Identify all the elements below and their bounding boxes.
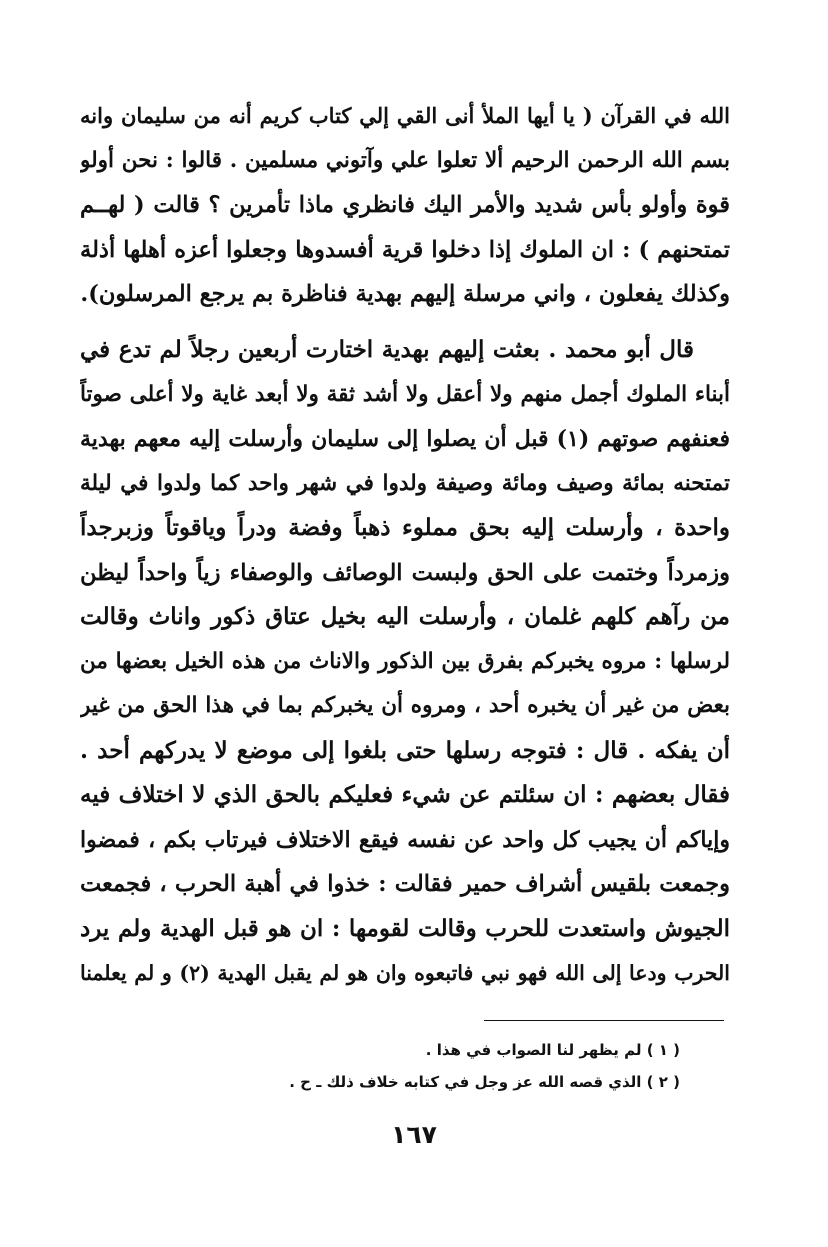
text-line: الله في القرآن ( يا أيها الملأ أنى القي إلي كتاب كريم أنه من سليمان وانه	[80, 103, 730, 128]
text-line: وجمعت بلقيس أشراف حمير فقالت : خذوا في أهبة الحرب ، فجمعت	[80, 871, 730, 897]
text-line: بعض من غير أن يخبره أحد ، ومروه أن يخبركم بما في هذا الحق من غير	[80, 693, 730, 718]
text-line: الحرب ودعا إلى الله فهو نبي فاتبعوه وان هو لم يقبل الهدية (٢) و لم يعلمنا	[80, 961, 730, 985]
text-line: أبناء الملوك أجمل منهم ولا أعقل ولا أشد ثقة ولا أبعد غاية ولا أعلى صوتاً	[80, 381, 730, 407]
page-number: ١٦٧	[391, 1120, 437, 1149]
text-line: من رآهم كلهم غلمان ، وأرسلت اليه بخيل عتاق ذكور واناث وقالت	[80, 603, 730, 630]
footnote-2: ( ٢ ) الذي قصه الله عز وجل في كتابه خلاف ذلك ـ ح .	[289, 1073, 680, 1091]
text-line: أن يفكه . قال : فتوجه رسلها حتى بلغوا إلى موضع لا يدركهم أحد .	[80, 736, 730, 764]
paragraph-1	[80, 94, 730, 317]
text-line: واحدة ، وأرسلت إليه بحق مملوء ذهباً وفضة ودراً وياقوتاً وزبرجداً	[80, 514, 730, 541]
text-line: فقال بعضهم : ان سئلتم عن شيء فعليكم بالحق الذي لا اختلاف فيه	[80, 781, 730, 808]
text-line: وزمرداً وختمت على الحق ولبست الوصائف والوصفاء زياً واحداً ليظن	[80, 559, 730, 586]
text-line: الجيوش واستعدت للحرب وقالت لقومها : ان هو قبل الهدية ولم يرد	[80, 914, 730, 942]
text-line: تمتحنهم ) : ان الملوك إذا دخلوا قرية أفسدوها وجعلوا أعزه أهلها أذلة	[80, 236, 730, 263]
text-line: وكذلك يفعلون ، واني مرسلة إليهم بهدية فناظرة بم يرجع المرسلون).	[80, 281, 730, 307]
footnote-separator	[484, 1020, 724, 1021]
text-line: قال أبو محمد . بعثت إليهم بهدية اختارت أربعين رجلاً لم تدع في	[80, 336, 694, 363]
text-line: تمتحنه بمائة وصيف ومائة وصيفة ولدوا في شهر واحد كما ولدوا في ليلة	[80, 470, 730, 496]
text-line: فعنفهم صوتهم (١) قبل أن يصلوا إلى سليمان وأرسلت إليه معهم بهدية	[80, 426, 730, 452]
footnote-1: ( ١ ) لم يظهر لنا الصواب في هذا .	[425, 1041, 680, 1059]
paragraph-2	[80, 328, 730, 996]
text-line: وإياكم أن يجيب كل واحد عن نفسه فيقع الاختلاف فيرتاب بكم ، فمضوا	[80, 826, 730, 853]
footnotes	[260, 1034, 680, 1098]
text-line: قوة وأولو بأس شديد والأمر اليك فانظري ماذا تأمرين ؟ قالت ( لهــم	[80, 192, 730, 218]
text-line: لرسلها : مروه يخبركم بفرق بين الذكور والاناث من هذه الخيل بعضها من	[80, 648, 730, 674]
text-line: بسم الله الرحمن الرحيم ألا تعلوا علي وآتوني مسلمين . قالوا : نحن أولو	[80, 147, 730, 173]
